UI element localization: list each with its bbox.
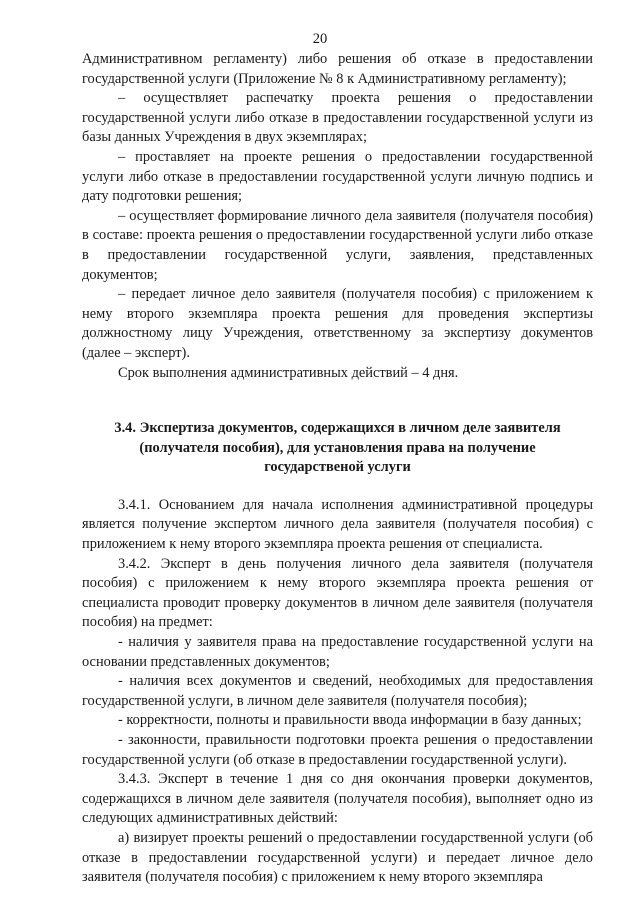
- paragraph: - наличия у заявителя права на предоставление государственной услуги на основании представленных документов;: [82, 634, 593, 670]
- paragraphs-before-heading: [82, 50, 593, 383]
- paragraph: - наличия всех документов и сведений, необходимых для предоставления государственной услуги, в личном деле заявителя (получателя пособия);: [82, 673, 593, 709]
- paragraph: а) визирует проекты решений о предоставлении государственной услуги (об отказе в предоставлении государственной услуги) и передает личное дело заявителя (получателя пособия) с приложением к нему второго экземпляра: [82, 829, 593, 886]
- paragraph: – осуществляет формирование личного дела заявителя (получателя пособия) в составе: проекта решения о предоставлении государственной услуги либо отказе в предоставлении государственной услуги, заявления, представленных документов;: [82, 207, 593, 283]
- paragraphs-after-heading: [82, 496, 593, 888]
- paragraph: - корректности, полноты и правильности ввода информации в базу данных;: [118, 712, 582, 729]
- paragraph: Срок выполнения административных действий – 4 дня.: [118, 364, 459, 381]
- paragraph: 3.4.3. Эксперт в течение 1 дня со дня окончания проверки документов, содержащихся в личном деле заявителя (получателя пособия), выполняет одно из следующих административных действий:: [82, 771, 593, 827]
- paragraph: 3.4.1. Основанием для начала исполнения административной процедуры является получение экспертом личного дела заявителя (получателя пособия) с приложением к нему второго экземпляра проекта решения от специалиста.: [82, 496, 593, 553]
- section-heading: 3.4. Экспертиза документов, содержащихся в личном деле заявителя (получателя пособия), для установления права на получение государственой услуги: [114, 420, 561, 476]
- paragraph: – проставляет на проекте решения о предоставлении государственной услуги либо отказе в предоставлении государственной услуги личную подпись и дату подготовки решения;: [82, 148, 593, 205]
- paragraph: 3.4.2. Эксперт в день получения личного дела заявителя (получателя пособия) с приложением к нему второго экземпляра проекта решения от специалиста проводит проверку документов в личном деле заявителя (получателя пособия) на предмет:: [82, 555, 593, 631]
- paragraph: Административном регламенту) либо решения об отказе в предоставлении государственной услуги (Приложение № 8 к Административному регламенту);: [82, 51, 593, 87]
- document-body: [82, 50, 593, 888]
- page-number: 20: [312, 31, 328, 47]
- paragraph: – осуществляет распечатку проекта решения о предоставлении государственной услуги либо отказе в предоставлении государственной услуги из базы данных Учреждения в двух экземплярах;: [82, 90, 593, 146]
- paragraph: – передает личное дело заявителя (получателя пособия) с приложением к нему второго экземпляра проекта решения для проведения экспертизы должностному лицу Учреждения, ответственному за экспертизу документов (далее – эксперт).: [82, 286, 593, 361]
- paragraph: - законности, правильности подготовки проекта решения о предоставлении государственной услуги (об отказе в предоставлении государственной услуги).: [82, 732, 593, 768]
